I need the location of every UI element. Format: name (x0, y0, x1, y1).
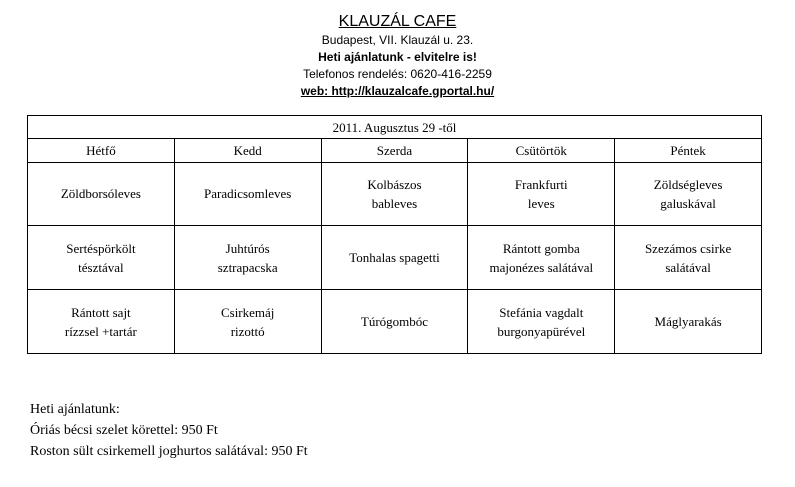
dish-cell: Juhtúrós sztrapacska (174, 226, 321, 290)
dish-cell: Frankfurti leves (468, 162, 615, 226)
dish-cell: Zöldborsóleves (28, 162, 175, 226)
day-header: Péntek (615, 139, 762, 162)
dish-cell: Rántott sajt rízzsel +tartár (28, 290, 175, 354)
day-header: Kedd (174, 139, 321, 162)
dish-cell: Máglyarakás (615, 290, 762, 354)
day-header: Hétfő (28, 139, 175, 162)
dish-cell: Paradicsomleves (174, 162, 321, 226)
menu-date: 2011. Augusztus 29 -től (28, 116, 762, 139)
weekly-specials-heading: Heti ajánlatunk: (30, 402, 120, 417)
weekly-special-item: Roston sült csirkemell joghurtos salátával: 950 Ft (30, 444, 308, 459)
dish-cell: Rántott gomba majonézes salátával (468, 226, 615, 290)
day-header: Csütörtök (468, 139, 615, 162)
day-header: Szerda (321, 139, 468, 162)
dish-cell: Sertéspörkölt tésztával (28, 226, 175, 290)
weekly-offer-note: Heti ajánlatunk - elvitelre is! (318, 50, 477, 64)
dish-cell: Túrógombóc (321, 290, 468, 354)
cafe-title: KLAUZÁL CAFE (338, 13, 457, 30)
dish-cell: Szezámos csirke salátával (615, 226, 762, 290)
menu-header (0, 12, 795, 100)
dish-cell: Kolbászos bableves (321, 162, 468, 226)
weekly-special-item: Óriás bécsi szelet körettel: 950 Ft (30, 423, 218, 438)
weekly-specials (30, 399, 308, 462)
table-row (28, 226, 762, 290)
cafe-address: Budapest, VII. Klauzál u. 23. (321, 33, 474, 47)
web-link[interactable]: web: http://klauzalcafe.gportal.hu/ (300, 84, 495, 98)
dish-cell: Csirkemáj rizottó (174, 290, 321, 354)
weekly-menu-table (27, 115, 762, 354)
table-row (28, 290, 762, 354)
phone-order: Telefonos rendelés: 0620-416-2259 (303, 67, 492, 81)
table-row (28, 162, 762, 226)
dish-cell: Zöldségleves galuskával (615, 162, 762, 226)
dish-cell: Tonhalas spagetti (321, 226, 468, 290)
dish-cell: Stefánia vagdalt burgonyapürével (468, 290, 615, 354)
